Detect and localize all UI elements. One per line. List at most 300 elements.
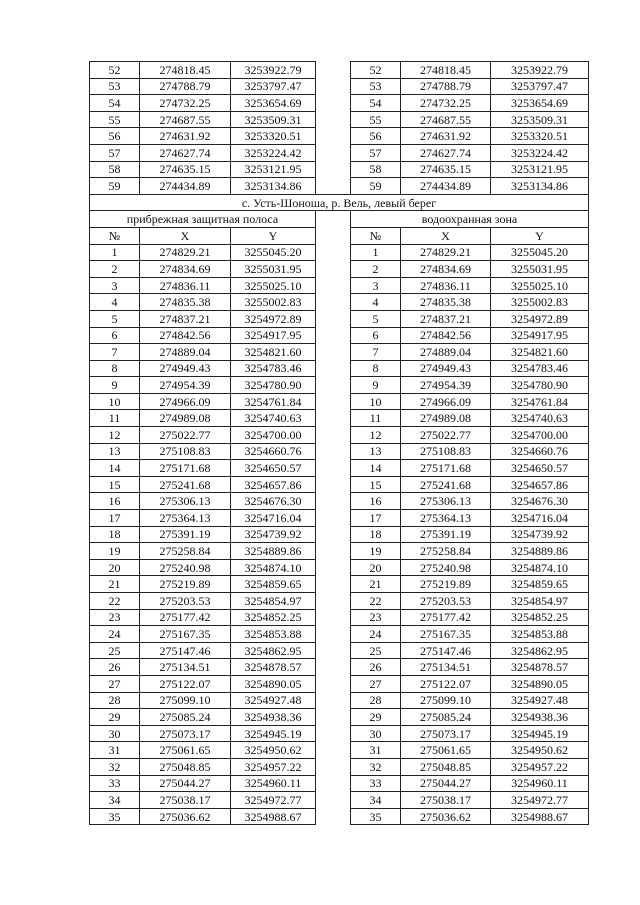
table-row	[90, 476, 589, 493]
right-y-coordinate: 3254854.97	[491, 593, 589, 610]
left-y-coordinate: 3254889.86	[231, 543, 316, 560]
left-y-coordinate: 3254938.36	[231, 709, 316, 726]
left-x-coordinate: 275061.65	[140, 742, 231, 759]
left-y-coordinate: 3253797.47	[231, 78, 316, 95]
left-y-coordinate: 3254852.25	[231, 609, 316, 626]
right-point-number: 19	[351, 543, 401, 560]
coordinates-table	[89, 61, 589, 825]
right-point-number: 20	[351, 559, 401, 576]
column-gap	[316, 344, 351, 361]
column-gap	[316, 510, 351, 527]
table-row	[90, 609, 589, 626]
left-x-coordinate: 274788.79	[140, 78, 231, 95]
column-gap	[316, 476, 351, 493]
left-y-coordinate: 3254780.90	[231, 377, 316, 394]
right-y-coordinate: 3254761.84	[491, 393, 589, 410]
right-point-number: 30	[351, 725, 401, 742]
right-y-coordinate: 3254821.60	[491, 344, 589, 361]
right-x-coordinate: 275099.10	[401, 692, 491, 709]
left-point-number: 33	[90, 775, 140, 792]
left-x-coordinate: 275147.46	[140, 642, 231, 659]
left-y-coordinate: 3254874.10	[231, 559, 316, 576]
column-gap	[316, 327, 351, 344]
column-gap	[316, 775, 351, 792]
right-point-number: 58	[351, 161, 401, 178]
left-x-coordinate: 274829.21	[140, 244, 231, 261]
left-x-coordinate: 275171.68	[140, 460, 231, 477]
right-y-coordinate: 3254859.65	[491, 576, 589, 593]
right-y-coordinate: 3253797.47	[491, 78, 589, 95]
left-x-coordinate: 274434.89	[140, 178, 231, 195]
left-point-number: 26	[90, 659, 140, 676]
right-y-coordinate: 3253922.79	[491, 62, 589, 79]
left-point-number: 32	[90, 758, 140, 775]
left-y-coordinate: 3254859.65	[231, 576, 316, 593]
left-x-coordinate: 275177.42	[140, 609, 231, 626]
left-x-coordinate: 274835.38	[140, 294, 231, 311]
right-y-coordinate: 3254716.04	[491, 510, 589, 527]
right-x-coordinate: 274631.92	[401, 128, 491, 145]
left-y-coordinate: 3254862.95	[231, 642, 316, 659]
left-point-number: 58	[90, 161, 140, 178]
left-point-number: 18	[90, 526, 140, 543]
right-x-coordinate: 274949.43	[401, 360, 491, 377]
right-y-coordinate: 3254783.46	[491, 360, 589, 377]
column-gap	[316, 144, 351, 161]
right-y-coordinate: 3254957.22	[491, 758, 589, 775]
right-zone-title: водоохранная зона	[351, 211, 589, 228]
right-point-number: 27	[351, 675, 401, 692]
left-point-number: 12	[90, 427, 140, 444]
left-point-number: 5	[90, 310, 140, 327]
left-x-coordinate: 275241.68	[140, 476, 231, 493]
right-y-coordinate: 3254657.86	[491, 476, 589, 493]
left-col-number-header: №	[90, 227, 140, 244]
table-row	[90, 742, 589, 759]
right-point-number: 54	[351, 95, 401, 112]
right-point-number: 35	[351, 808, 401, 825]
right-point-number: 8	[351, 360, 401, 377]
table-row	[90, 559, 589, 576]
left-y-coordinate: 3254700.00	[231, 427, 316, 444]
right-x-coordinate: 275036.62	[401, 808, 491, 825]
right-x-coordinate: 275306.13	[401, 493, 491, 510]
left-x-coordinate: 275099.10	[140, 692, 231, 709]
right-point-number: 12	[351, 427, 401, 444]
column-gap	[316, 460, 351, 477]
right-x-coordinate: 275203.53	[401, 593, 491, 610]
left-y-coordinate: 3253134.86	[231, 178, 316, 195]
left-x-coordinate: 275085.24	[140, 709, 231, 726]
right-y-coordinate: 3255045.20	[491, 244, 589, 261]
column-gap	[316, 128, 351, 145]
right-point-number: 34	[351, 792, 401, 809]
left-y-coordinate: 3253121.95	[231, 161, 316, 178]
column-gap	[316, 211, 351, 228]
left-point-number: 52	[90, 62, 140, 79]
right-y-coordinate: 3254874.10	[491, 559, 589, 576]
column-gap	[316, 626, 351, 643]
left-point-number: 6	[90, 327, 140, 344]
table-row	[90, 244, 589, 261]
right-x-coordinate: 274989.08	[401, 410, 491, 427]
left-col-y-header: Y	[231, 227, 316, 244]
column-gap	[316, 593, 351, 610]
left-x-coordinate: 274889.04	[140, 344, 231, 361]
column-gap	[316, 642, 351, 659]
table-row	[90, 808, 589, 825]
left-y-coordinate: 3254650.57	[231, 460, 316, 477]
left-point-number: 14	[90, 460, 140, 477]
table-row	[90, 178, 589, 195]
right-x-coordinate: 275134.51	[401, 659, 491, 676]
table-row	[90, 692, 589, 709]
column-gap	[316, 758, 351, 775]
left-x-coordinate: 274837.21	[140, 310, 231, 327]
left-point-number: 29	[90, 709, 140, 726]
right-x-coordinate: 274788.79	[401, 78, 491, 95]
right-y-coordinate: 3254988.67	[491, 808, 589, 825]
left-point-number: 25	[90, 642, 140, 659]
right-point-number: 3	[351, 277, 401, 294]
left-y-coordinate: 3254972.89	[231, 310, 316, 327]
left-y-coordinate: 3254950.62	[231, 742, 316, 759]
right-x-coordinate: 275085.24	[401, 709, 491, 726]
left-x-coordinate: 274631.92	[140, 128, 231, 145]
right-x-coordinate: 274834.69	[401, 261, 491, 278]
left-y-coordinate: 3254917.95	[231, 327, 316, 344]
left-point-number: 53	[90, 78, 140, 95]
table-row	[90, 758, 589, 775]
column-gap	[316, 609, 351, 626]
left-point-number: 11	[90, 410, 140, 427]
right-point-number: 25	[351, 642, 401, 659]
table-row	[90, 543, 589, 560]
left-y-coordinate: 3255002.83	[231, 294, 316, 311]
right-point-number: 29	[351, 709, 401, 726]
left-point-number: 9	[90, 377, 140, 394]
right-point-number: 26	[351, 659, 401, 676]
left-x-coordinate: 275122.07	[140, 675, 231, 692]
table-row	[90, 310, 589, 327]
right-x-coordinate: 274818.45	[401, 62, 491, 79]
right-x-coordinate: 274434.89	[401, 178, 491, 195]
left-y-coordinate: 3253922.79	[231, 62, 316, 79]
column-gap	[316, 244, 351, 261]
right-y-coordinate: 3254700.00	[491, 427, 589, 444]
right-x-coordinate: 275219.89	[401, 576, 491, 593]
right-point-number: 57	[351, 144, 401, 161]
left-x-coordinate: 274989.08	[140, 410, 231, 427]
right-x-coordinate: 275258.84	[401, 543, 491, 560]
right-y-coordinate: 3254853.88	[491, 626, 589, 643]
left-x-coordinate: 274966.09	[140, 393, 231, 410]
right-x-coordinate: 275108.83	[401, 443, 491, 460]
right-point-number: 9	[351, 377, 401, 394]
right-point-number: 24	[351, 626, 401, 643]
left-point-number: 13	[90, 443, 140, 460]
right-y-coordinate: 3254740.63	[491, 410, 589, 427]
table-row	[90, 144, 589, 161]
right-col-x-header: X	[401, 227, 491, 244]
left-y-coordinate: 3254821.60	[231, 344, 316, 361]
right-x-coordinate: 275022.77	[401, 427, 491, 444]
right-x-coordinate: 275147.46	[401, 642, 491, 659]
table-row	[90, 443, 589, 460]
left-x-coordinate: 275073.17	[140, 725, 231, 742]
column-gap	[316, 576, 351, 593]
right-point-number: 11	[351, 410, 401, 427]
table-row	[90, 526, 589, 543]
right-x-coordinate: 274837.21	[401, 310, 491, 327]
right-point-number: 18	[351, 526, 401, 543]
left-x-coordinate: 275048.85	[140, 758, 231, 775]
right-x-coordinate: 274836.11	[401, 277, 491, 294]
right-point-number: 2	[351, 261, 401, 278]
table-row	[90, 128, 589, 145]
right-x-coordinate: 274966.09	[401, 393, 491, 410]
right-point-number: 10	[351, 393, 401, 410]
left-y-coordinate: 3255025.10	[231, 277, 316, 294]
left-point-number: 17	[90, 510, 140, 527]
right-y-coordinate: 3254972.77	[491, 792, 589, 809]
right-x-coordinate: 275391.19	[401, 526, 491, 543]
right-point-number: 28	[351, 692, 401, 709]
right-y-coordinate: 3254917.95	[491, 327, 589, 344]
column-gap	[316, 742, 351, 759]
right-point-number: 31	[351, 742, 401, 759]
left-x-coordinate: 274732.25	[140, 95, 231, 112]
left-x-coordinate: 275036.62	[140, 808, 231, 825]
table-row	[90, 95, 589, 112]
left-x-coordinate: 275391.19	[140, 526, 231, 543]
table-row	[90, 393, 589, 410]
left-x-coordinate: 274635.15	[140, 161, 231, 178]
right-y-coordinate: 3254878.57	[491, 659, 589, 676]
left-x-coordinate: 275134.51	[140, 659, 231, 676]
column-gap	[316, 443, 351, 460]
right-x-coordinate: 274687.55	[401, 111, 491, 128]
right-point-number: 33	[351, 775, 401, 792]
right-y-coordinate: 3254862.95	[491, 642, 589, 659]
column-gap	[316, 161, 351, 178]
left-y-coordinate: 3254890.05	[231, 675, 316, 692]
left-x-coordinate: 274687.55	[140, 111, 231, 128]
table-row	[90, 277, 589, 294]
right-x-coordinate: 274954.39	[401, 377, 491, 394]
table-row	[90, 510, 589, 527]
left-col-x-header: X	[140, 227, 231, 244]
left-point-number: 28	[90, 692, 140, 709]
right-point-number: 23	[351, 609, 401, 626]
left-y-coordinate: 3254988.67	[231, 808, 316, 825]
left-point-number: 57	[90, 144, 140, 161]
left-x-coordinate: 274954.39	[140, 377, 231, 394]
column-gap	[316, 559, 351, 576]
table-row	[90, 111, 589, 128]
right-y-coordinate: 3254960.11	[491, 775, 589, 792]
table-row	[90, 709, 589, 726]
left-point-number: 59	[90, 178, 140, 195]
left-y-coordinate: 3254660.76	[231, 443, 316, 460]
table-row	[90, 626, 589, 643]
left-y-coordinate: 3255031.95	[231, 261, 316, 278]
table-row	[90, 792, 589, 809]
table-row	[90, 576, 589, 593]
column-gap	[316, 493, 351, 510]
right-y-coordinate: 3255025.10	[491, 277, 589, 294]
right-col-number-header: №	[351, 227, 401, 244]
left-point-number: 27	[90, 675, 140, 692]
left-x-coordinate: 274818.45	[140, 62, 231, 79]
right-y-coordinate: 3254950.62	[491, 742, 589, 759]
left-x-coordinate: 275022.77	[140, 427, 231, 444]
right-y-coordinate: 3254676.30	[491, 493, 589, 510]
right-point-number: 4	[351, 294, 401, 311]
right-point-number: 59	[351, 178, 401, 195]
table-row	[90, 360, 589, 377]
left-y-coordinate: 3254972.77	[231, 792, 316, 809]
right-y-coordinate: 3253224.42	[491, 144, 589, 161]
column-gap	[316, 227, 351, 244]
left-y-coordinate: 3253509.31	[231, 111, 316, 128]
left-point-number: 16	[90, 493, 140, 510]
column-gap	[316, 427, 351, 444]
right-x-coordinate: 275073.17	[401, 725, 491, 742]
column-gap	[316, 792, 351, 809]
right-x-coordinate: 275167.35	[401, 626, 491, 643]
right-point-number: 22	[351, 593, 401, 610]
right-x-coordinate: 275171.68	[401, 460, 491, 477]
right-x-coordinate: 274732.25	[401, 95, 491, 112]
left-point-number: 23	[90, 609, 140, 626]
right-point-number: 56	[351, 128, 401, 145]
right-point-number: 55	[351, 111, 401, 128]
right-point-number: 5	[351, 310, 401, 327]
right-y-coordinate: 3254890.05	[491, 675, 589, 692]
table-row	[90, 659, 589, 676]
left-point-number: 8	[90, 360, 140, 377]
right-y-coordinate: 3254945.19	[491, 725, 589, 742]
left-point-number: 30	[90, 725, 140, 742]
left-y-coordinate: 3254854.97	[231, 593, 316, 610]
left-y-coordinate: 3254927.48	[231, 692, 316, 709]
right-point-number: 13	[351, 443, 401, 460]
left-x-coordinate: 274627.74	[140, 144, 231, 161]
right-point-number: 52	[351, 62, 401, 79]
right-x-coordinate: 275048.85	[401, 758, 491, 775]
left-y-coordinate: 3253320.51	[231, 128, 316, 145]
column-gap	[316, 111, 351, 128]
right-point-number: 17	[351, 510, 401, 527]
left-x-coordinate: 275364.13	[140, 510, 231, 527]
right-y-coordinate: 3254739.92	[491, 526, 589, 543]
left-point-number: 2	[90, 261, 140, 278]
right-y-coordinate: 3253320.51	[491, 128, 589, 145]
left-point-number: 54	[90, 95, 140, 112]
column-gap	[316, 310, 351, 327]
left-x-coordinate: 275306.13	[140, 493, 231, 510]
table-row	[90, 775, 589, 792]
left-x-coordinate: 275167.35	[140, 626, 231, 643]
left-x-coordinate: 275044.27	[140, 775, 231, 792]
right-x-coordinate: 274829.21	[401, 244, 491, 261]
left-point-number: 19	[90, 543, 140, 560]
left-x-coordinate: 275258.84	[140, 543, 231, 560]
column-gap	[316, 62, 351, 79]
table-row	[90, 161, 589, 178]
column-gap	[316, 709, 351, 726]
table-row	[90, 593, 589, 610]
table-row	[90, 377, 589, 394]
left-x-coordinate: 275203.53	[140, 593, 231, 610]
right-point-number: 1	[351, 244, 401, 261]
left-x-coordinate: 275219.89	[140, 576, 231, 593]
table-row	[90, 460, 589, 477]
right-x-coordinate: 275122.07	[401, 675, 491, 692]
left-point-number: 10	[90, 393, 140, 410]
right-y-coordinate: 3254660.76	[491, 443, 589, 460]
left-x-coordinate: 274834.69	[140, 261, 231, 278]
column-gap	[316, 178, 351, 195]
table-row	[90, 294, 589, 311]
table-row	[90, 261, 589, 278]
column-gap	[316, 261, 351, 278]
right-y-coordinate: 3254889.86	[491, 543, 589, 560]
right-point-number: 32	[351, 758, 401, 775]
left-x-coordinate: 274949.43	[140, 360, 231, 377]
column-gap	[316, 692, 351, 709]
right-y-coordinate: 3253509.31	[491, 111, 589, 128]
column-gap	[316, 78, 351, 95]
table-row	[90, 410, 589, 427]
right-y-coordinate: 3254938.36	[491, 709, 589, 726]
left-x-coordinate: 275240.98	[140, 559, 231, 576]
section-title: с. Усть-Шоноша, р. Вель, левый берег	[90, 194, 589, 211]
left-x-coordinate: 274842.56	[140, 327, 231, 344]
right-y-coordinate: 3253654.69	[491, 95, 589, 112]
left-y-coordinate: 3254657.86	[231, 476, 316, 493]
right-y-coordinate: 3253134.86	[491, 178, 589, 195]
right-x-coordinate: 275177.42	[401, 609, 491, 626]
right-x-coordinate: 275240.98	[401, 559, 491, 576]
column-gap	[316, 377, 351, 394]
left-point-number: 24	[90, 626, 140, 643]
column-gap	[316, 360, 351, 377]
right-y-coordinate: 3254780.90	[491, 377, 589, 394]
column-gap	[316, 526, 351, 543]
left-y-coordinate: 3254957.22	[231, 758, 316, 775]
left-y-coordinate: 3254761.84	[231, 393, 316, 410]
right-point-number: 14	[351, 460, 401, 477]
left-y-coordinate: 3254945.19	[231, 725, 316, 742]
right-point-number: 53	[351, 78, 401, 95]
right-point-number: 21	[351, 576, 401, 593]
left-point-number: 34	[90, 792, 140, 809]
table-row	[90, 675, 589, 692]
left-point-number: 56	[90, 128, 140, 145]
table-row	[90, 327, 589, 344]
right-x-coordinate: 274842.56	[401, 327, 491, 344]
right-col-y-header: Y	[491, 227, 589, 244]
left-point-number: 35	[90, 808, 140, 825]
right-y-coordinate: 3255002.83	[491, 294, 589, 311]
right-x-coordinate: 274635.15	[401, 161, 491, 178]
left-y-coordinate: 3253224.42	[231, 144, 316, 161]
left-y-coordinate: 3253654.69	[231, 95, 316, 112]
right-y-coordinate: 3254927.48	[491, 692, 589, 709]
right-x-coordinate: 275364.13	[401, 510, 491, 527]
